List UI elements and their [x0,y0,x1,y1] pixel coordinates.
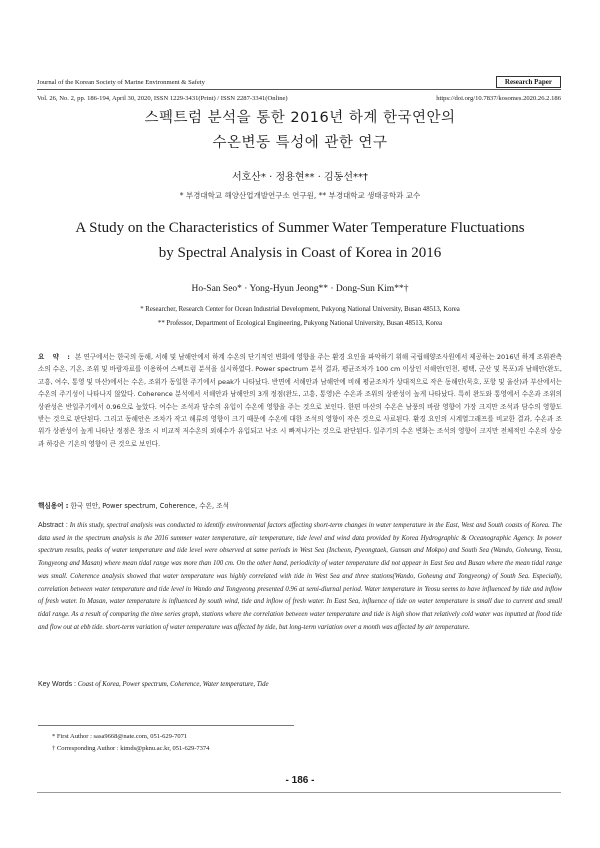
korean-title-line-2: 수온변동 특성에 관한 연구 [212,135,388,151]
header-divider [37,89,561,90]
korean-abstract-text: 본 연구에서는 한국의 동해, 서해 및 남해안에서 하계 수온의 단기적인 변화에 영향을 주는 환경 요인을 파악하기 위해 국립해양조사원에서 제공하는 2016년 하계 조위관측소의 수온, 기온, 조위 및 바람자료를 이용하여 스펙트럼 분석을 실시하였다. Power spectrum 분석 결과, 평균조차가 100 cm 이상인 서해안(인천, 평택, 군산 및 목포)과 남해안(완도, 고흥, 여수, 통영 및 마산)에서는 수온, 조위가 동일한 주기에서 peak가 나타났다. 반면에 서해안과 남해안에 비해 평균조차가 상대적으로 작은 동해안(묵호, 포항 및 울산)과 부산에서는 수온의 주기성이 나타나지 않았다. Coherence 분석에서 서해안과 남해안의 3개 정점(완도, 고흥, 통영)은 수온과 조위의 상관성이 높게 나타났다. 특히 완도와 통영에서 수온과 조위의 상관성은 반일주기에서 0.96으로 높았다. 여수는 조석과 담수의 유입이 수온에 영향을 주는 것으로 보인다. 한편 마산의 수온은 남풍의 바람 영향이 가장 크지만 조석과 담수의 영향도 받는 것으로 판단된다. 그리고 동해안은 조차가 작고 해류의 영향이 크기 때문에 수온에 대한 조석의 영향이 작은 것으로 사료된다. 환경 요인의 시계열그래프를 비교한 결과, 수온과 조위가 상관성이 높게 나타난 정점은 창조 시 비교적 저수온의 외해수가 유입되고 낙조 시 빠져나가는 것으로 판단된다. 일주기의 수온 변화는 조석의 영향이 크지만 전체적인 수온의 상승과 하강은 기온의 영향이 큰 것으로 보인다. [38,353,562,448]
english-title-line-2: by Spectral Analysis in Coast of Korea in 2016 [158,245,442,261]
english-authors: Ho-San Seo* · Yong-Hyun Jeong** · Dong-Sun Kim**† [191,284,409,294]
doi-link[interactable]: https://doi.org/10.7837/kosomes.2020.26.2.186 [436,95,561,102]
korean-keywords-label: 핵심용어 : [38,502,69,510]
english-keywords-text: Coast of Korea, Power spectrum, Coherence, Water temperature, Tide [77,681,269,688]
english-affiliation-1: * Researcher, Research Center for Ocean Industrial Development, Pukyong National University, Busan 48513, Korea [140,306,460,313]
korean-abstract [38,351,562,450]
first-author-footnote: * First Author : sasa9668@nate.com, 051-629-7071 [52,733,188,740]
article-type-badge: Research Paper [496,76,561,88]
korean-authors: 서호산* · 정용현** · 김동선**† [231,172,368,183]
bottom-divider [37,792,561,793]
korean-abstract-label: 요 약 : [38,353,73,361]
korean-keywords [38,500,229,510]
footnote-divider [38,725,294,726]
page-number: - 186 - [285,775,315,786]
korean-keywords-text: 한국 연안, Power spectrum, Coherence, 수온, 조석 [70,502,229,510]
english-title-line-1: A Study on the Characteristics of Summer Water Temperature Fluctuations [75,220,525,236]
english-keywords-label: Key Words : [38,681,76,688]
english-keywords [38,681,269,688]
journal-name: Journal of the Korean Society of Marine Environment & Safety [37,79,205,86]
english-abstract-text: In this study, spectral analysis was conducted to identify environmental factors affecting short-term changes in water temperature in the East, West and South coasts of Korea. The data used in the spectrum analysis is the 2016 summer water temperature, air temperature, tide level and wind data provided by Korea Hydrographic & Oceanographic Agency. In power spectrum results, peaks of water temperature and tide level were observed at same periods in West Sea (Incheon, Pyeongtaek, Gunsan and Mokpo) and South Sea (Wando, Goheung, Yeosu, Tongyeong and Masan) where mean tidal range was more than 100 cm. On the other hand, periodicity of water temperature did not appear in East Sea and Busan where the mean tidal range was small. Coherence analysis showed that water temperature was highly correlated with tide in West Sea and three stations(Wando, Goheung and Tongyeong) of South Sea. Especially, correlation between water temperature and tide level in Wando and Tongyeong presented 0.96 at semi-diurnal period. Water temperature in Yeosu seems to have influenced by tide and inflow of fresh water. In Masan, water temperature is influenced by south wind, tide and inflow of fresh water. In East Sea, influence of tide on water temperature is small due to current and small tidal range. As a result of comparing the time series graph, stations where the correlation between water temperature and tide is high show that relatively cold water was inputted at flood tide and flow out at ebb tide. short-term variation of water temperature was affected by tide, but long-term variation over a month was affected by air temperature. [38,522,562,631]
english-abstract [38,520,562,634]
korean-affiliation: * 부경대학교 해양산업개발연구소 연구원, ** 부경대학교 생태공학과 교수 [179,191,421,200]
corresponding-author-footnote: † Corresponding Author : kimds@pknu.ac.kr, 051-629-7374 [52,745,210,752]
korean-title-line-1: 스펙트럼 분석을 통한 2016년 하계 한국연안의 [144,110,456,126]
english-abstract-label: Abstract : [38,522,68,529]
english-affiliation-2: ** Professor, Department of Ecological Engineering, Pukyong National University, Busan 48513, Korea [157,320,443,327]
volume-info: Vol. 26, No. 2, pp. 186-194, April 30, 2020, ISSN 1229-3431(Print) / ISSN 2287-3341(Online) [37,95,288,102]
